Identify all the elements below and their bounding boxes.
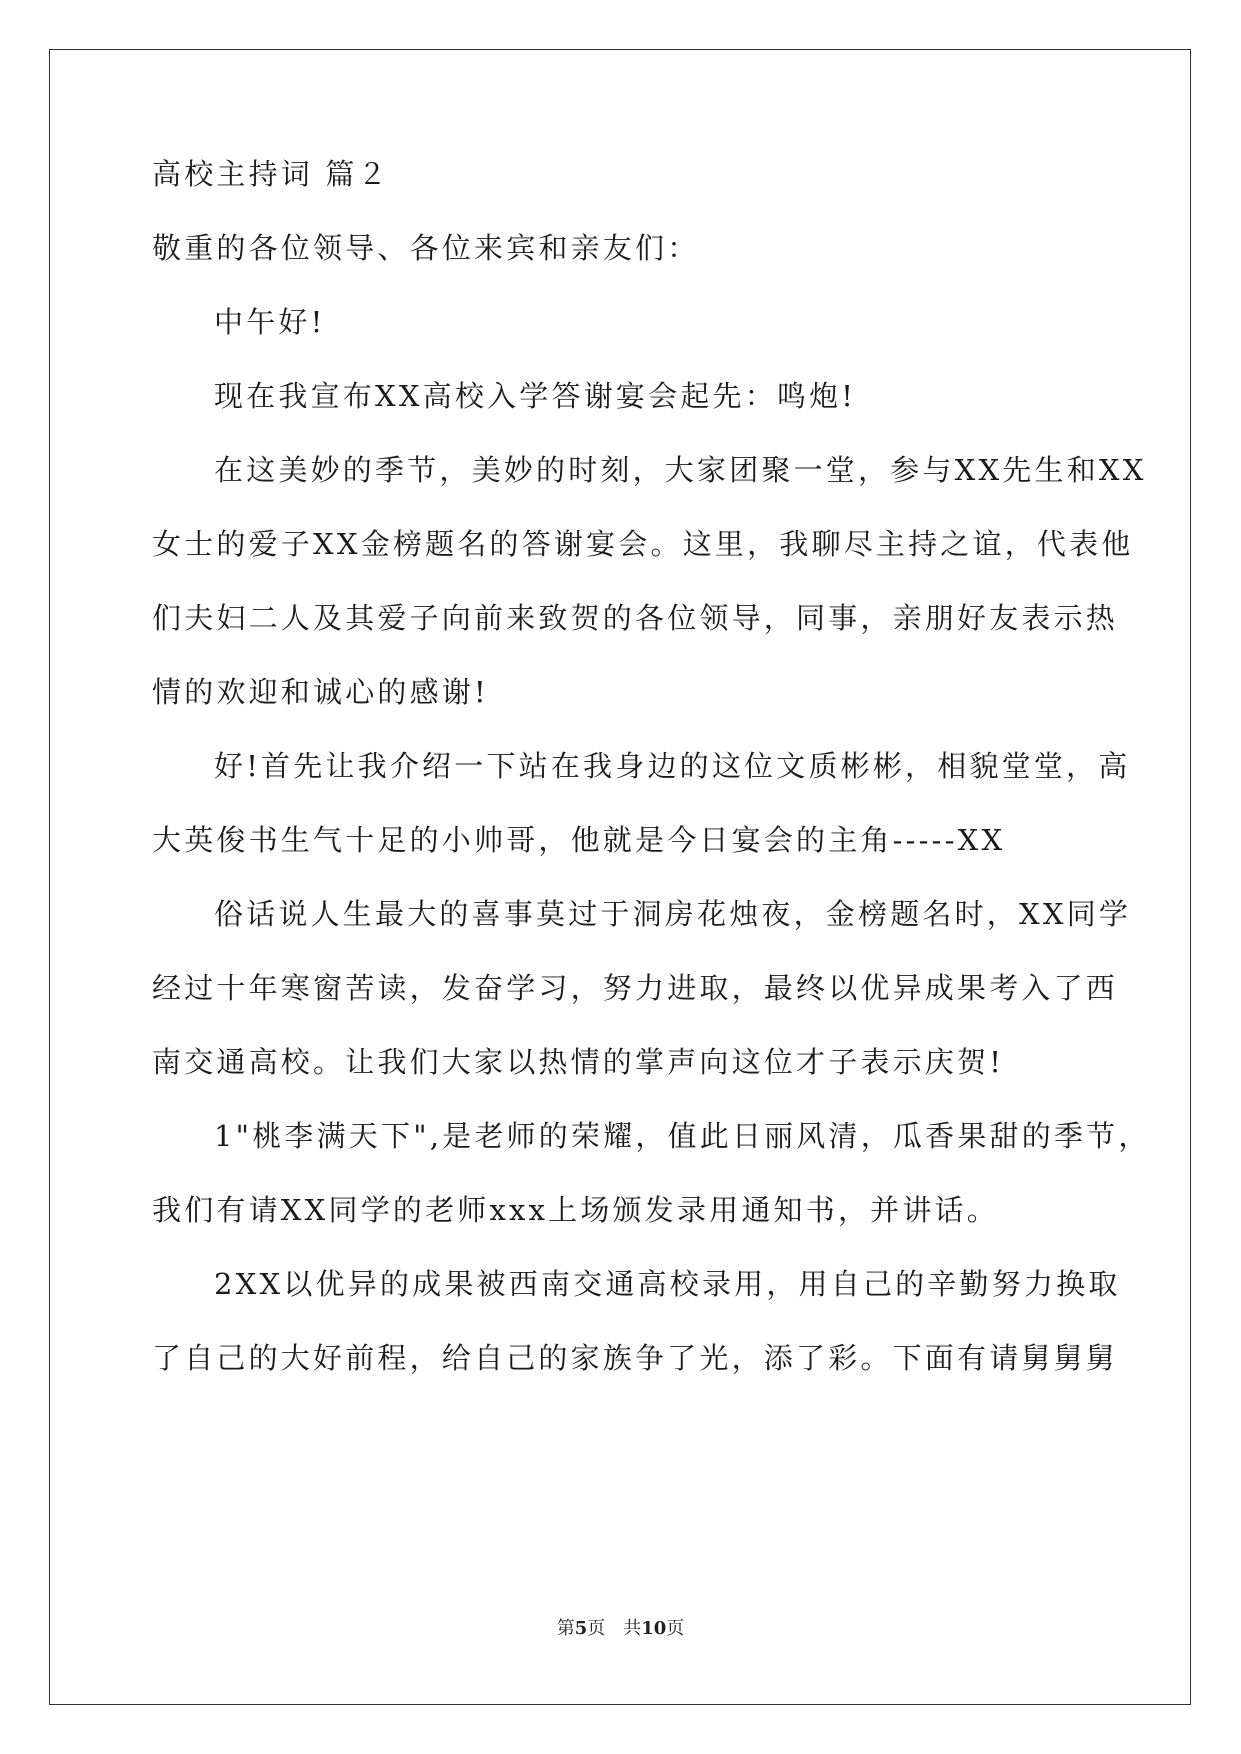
footer-mid: 页 共 [587,1618,642,1639]
paragraph-line: 南交通高校。让我们大家以热情的掌声向这位才子表示庆贺! [152,1045,1005,1079]
paragraph-line: 现在我宣布XX高校入学答谢宴会起先：鸣炮! [214,379,857,413]
paragraph-line: 女士的爱子XX金榜题名的答谢宴会。这里，我聊尽主持之谊，代表他 [152,527,1134,561]
paragraph-line: 2XX以优异的成果被西南交通高校录用，用自己的辛勤努力换取 [214,1267,1121,1301]
paragraph-line: 中午好! [214,305,326,339]
paragraph-line: 大英俊书生气十足的小帅哥，他就是今日宴会的主角-----XX [152,823,1006,857]
paragraph-line: 在这美妙的季节，美妙的时刻，大家团聚一堂，参与XX先生和XX [214,453,1147,487]
document-heading: 高校主持词 篇２ [152,157,390,191]
salutation-line: 敬重的各位领导、各位来宾和亲友们： [152,231,700,265]
footer-suffix: 页 [666,1618,685,1639]
page-border [49,49,1191,1705]
paragraph-line: 俗话说人生最大的喜事莫过于洞房花烛夜，金榜题名时，XX同学 [214,897,1132,931]
paragraph-line: 了自己的大好前程，给自己的家族争了光，添了彩。下面有请舅舅舅 [152,1341,1119,1375]
paragraph-line: 1"桃李满天下",是老师的荣耀，值此日丽风清，瓜香果甜的季节， [214,1119,1151,1153]
paragraph-line: 经过十年寒窗苦读，发奋学习，努力进取，最终以优异成果考入了西 [152,971,1119,1005]
paragraph-line: 们夫妇二人及其爱子向前来致贺的各位领导，同事，亲朋好友表示热 [152,601,1119,635]
paragraph-line: 我们有请XX同学的老师xxx上场颁发录用通知书，并讲话。 [152,1193,999,1227]
footer-prefix: 第 [556,1618,575,1639]
paragraph-line: 好!首先让我介绍一下站在我身边的这位文质彬彬，相貌堂堂，高 [214,749,1131,783]
page-footer [0,1617,1241,1641]
footer-total-pages: 10 [641,1618,667,1639]
footer-page-number: 5 [574,1618,588,1639]
paragraph-line: 情的欢迎和诚心的感谢! [152,675,489,709]
